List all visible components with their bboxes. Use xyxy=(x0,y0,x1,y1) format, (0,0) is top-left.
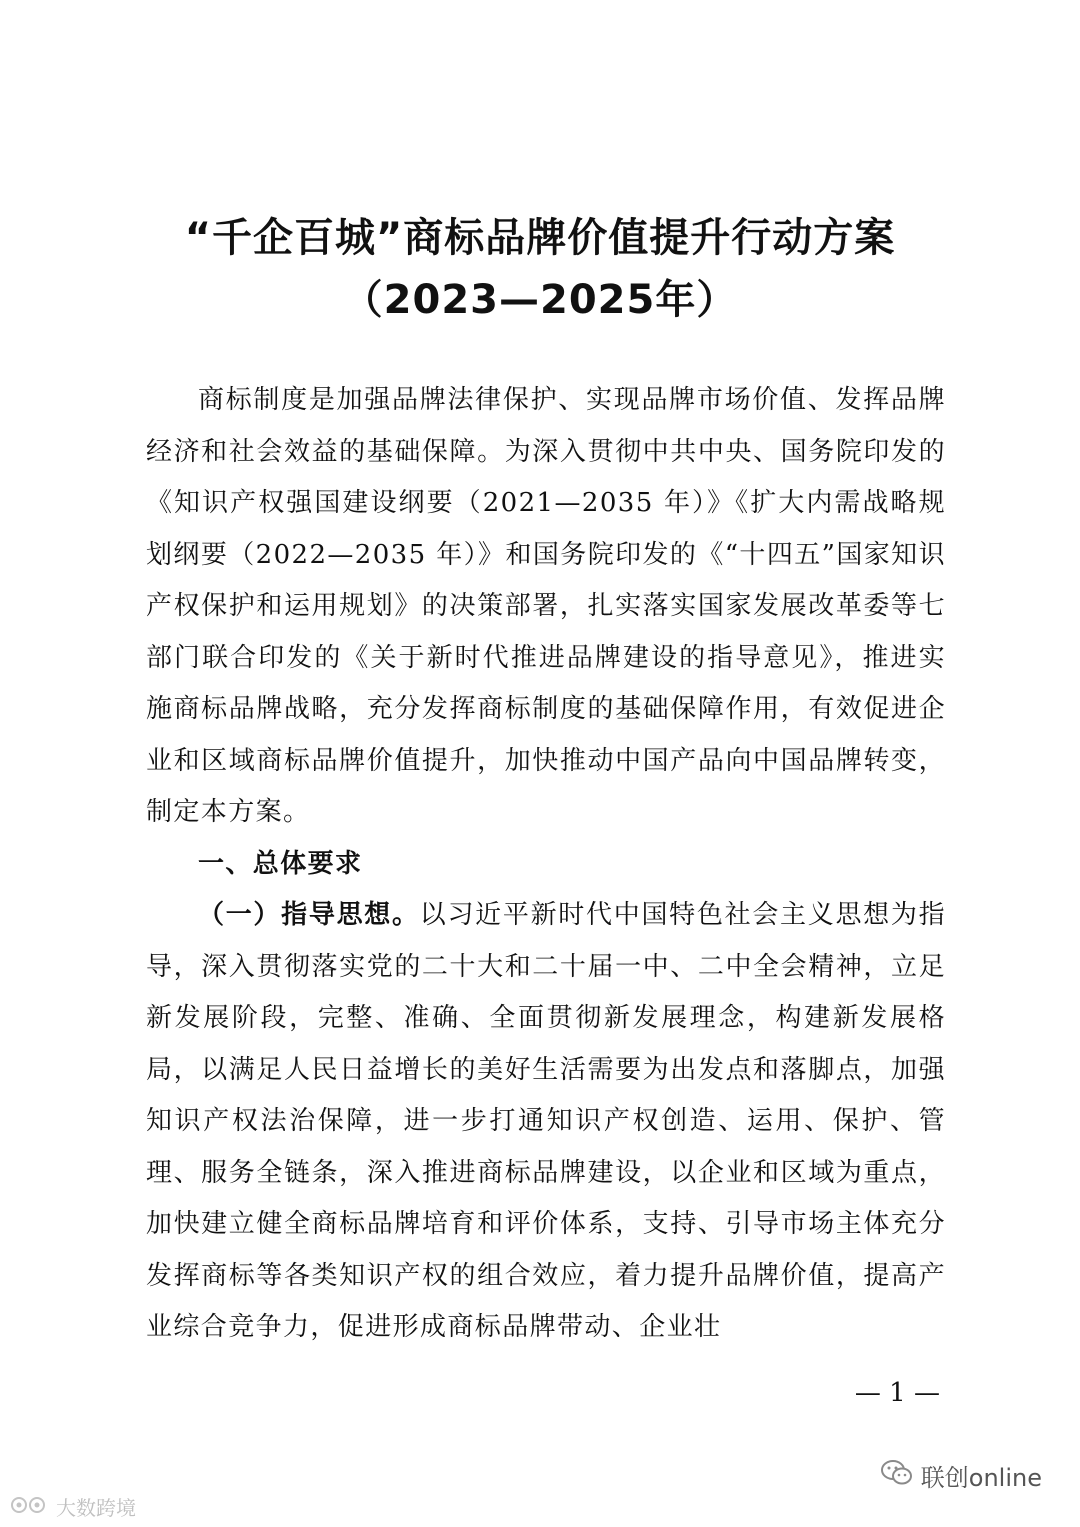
watermark-left xyxy=(10,1492,136,1521)
subsection-lead: （一）指导思想。 xyxy=(198,900,420,930)
eye-logo-icon xyxy=(10,1495,50,1519)
intro-paragraph: 商标制度是加强品牌法律保护、实现品牌市场价值、发挥品牌经济和社会效益的基础保障。为深入贯彻中共中央、国务院印发的《知识产权强国建设纲要（2021—2035 年）》《扩大内需战略规划纲要（2022—2035 年）》和国务院印发的《“十四五”国家知识产权保护和运用规划》的决策部署，扎实落实国家发展改革委等七部门联合印发的《关于新时代推进品牌建设的指导意见》，推进实施商标品牌战略，充分发挥商标制度的基础保障作用，有效促进企业和区域商标品牌价值提升，加快推动中国产品向中国品牌转变，制定本方案。 xyxy=(146,385,946,827)
document-title: “千企百城”商标品牌价值提升行动方案 xyxy=(184,215,896,261)
watermark-left-text: 大数跨境 xyxy=(56,1496,136,1520)
document-body xyxy=(146,375,946,1354)
page-number: — 1 — xyxy=(854,1378,940,1408)
watermark-right xyxy=(881,1458,1042,1493)
watermark-right-text: 联创online xyxy=(920,1464,1042,1492)
document-subtitle-years: （2023—2025年） xyxy=(342,277,738,323)
subsection-text: 以习近平新时代中国特色社会主义思想为指导，深入贯彻落实党的二十大和二十届一中、二中全会精神，立足新发展阶段，完整、准确、全面贯彻新发展理念，构建新发展格局，以满足人民日益增长的美好生活需要为出发点和落脚点，加强知识产权法治保障，进一步打通知识产权创造、运用、保护、管理、服务全链条，深入推进商标品牌建设，以企业和区域为重点，加快建立健全商标品牌培育和评价体系，支持、引导市场主体充分发挥商标等各类知识产权的组合效应，着力提升品牌价值，提高产业综合竞争力，促进形成商标品牌带动、企业壮 xyxy=(146,900,947,1342)
subsection-paragraph xyxy=(146,890,946,1354)
section-heading: 一、总体要求 xyxy=(198,848,363,879)
wechat-icon xyxy=(881,1459,913,1493)
